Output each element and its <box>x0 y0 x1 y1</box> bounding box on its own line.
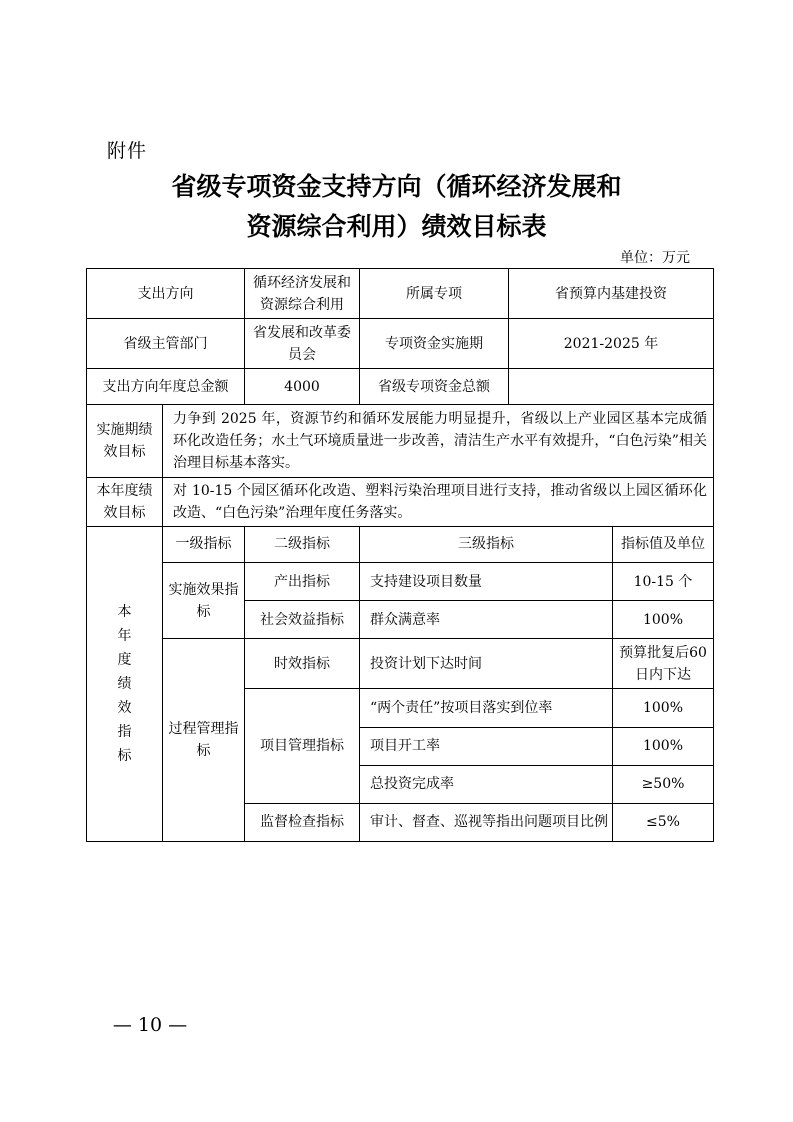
project-value1-cell: 100% <box>613 689 714 727</box>
header-level1: 一级指标 <box>163 526 245 562</box>
indicators-label-cell <box>87 526 163 841</box>
period-label-cell: 专项资金实施期 <box>360 319 509 369</box>
document-title-line2: 资源综合利用）绩效目标表 <box>246 212 547 241</box>
header-value: 指标值及单位 <box>613 526 714 562</box>
special-label-cell: 所属专项 <box>360 269 509 319</box>
social-item-cell: 群众满意率 <box>360 601 613 639</box>
project-item2-cell: 项目开工率 <box>360 727 613 765</box>
direction-value-cell: 循环经济发展和资源综合利用 <box>245 269 360 319</box>
table-row <box>87 639 714 689</box>
dept-label-cell: 省级主管部门 <box>87 319 245 369</box>
table-row <box>87 369 714 405</box>
supervise-value-cell: ≤5% <box>613 803 714 841</box>
level1-effect-cell: 实施效果指标 <box>163 563 245 639</box>
performance-target-table <box>86 268 714 842</box>
timeliness-value-cell: 预算批复后60 日内下达 <box>613 639 714 689</box>
table-row <box>87 319 714 369</box>
output-item-cell: 支持建设项目数量 <box>360 563 613 601</box>
dept-value-cell: 省发展和改革委员会 <box>245 319 360 369</box>
project-value3-cell: ≥50% <box>613 765 714 803</box>
output-label-cell: 产出指标 <box>245 563 360 601</box>
project-value2-cell: 100% <box>613 727 714 765</box>
timeliness-item-cell: 投资计划下达时间 <box>360 639 613 689</box>
annual-total-value-cell: 4000 <box>245 369 360 405</box>
project-label-cell: 项目管理指标 <box>245 689 360 803</box>
unit-label: 单位：万元 <box>620 250 690 266</box>
period-goal-text-cell: 力争到 2025 年，资源节约和循环发展能力明显提升，省级以上产业园区基本完成循环化改造任务；水土气环境质量进一步改善，清洁生产水平有效提升，“白色污染”相关治理目标基本落实。 <box>163 405 714 477</box>
direction-label-cell: 支出方向 <box>87 269 245 319</box>
table-row <box>87 563 714 601</box>
header-level3: 三级指标 <box>360 526 613 562</box>
social-label-cell: 社会效益指标 <box>245 601 360 639</box>
output-value-cell: 10-15 个 <box>613 563 714 601</box>
table-row <box>87 477 714 526</box>
year-goal-text-cell: 对 10-15 个园区循环化改造、塑料污染治理项目进行支持，推动省级以上园区循环化改造、“白色污染”治理年度任务落实。 <box>163 477 714 526</box>
social-value-cell: 100% <box>613 601 714 639</box>
level1-process-cell: 过程管理指标 <box>163 639 245 842</box>
timeliness-label-cell: 时效指标 <box>245 639 360 689</box>
table-row <box>87 269 714 319</box>
table-row <box>87 405 714 477</box>
period-goal-label-cell: 实施期绩效目标 <box>87 405 163 477</box>
indicators-label: 本年度绩效指标 <box>117 603 132 764</box>
attachment-label: 附件 <box>107 140 148 162</box>
special-total-value-cell <box>509 369 714 405</box>
annual-total-label-cell: 支出方向年度总金额 <box>87 369 245 405</box>
year-goal-label-cell: 本年度绩效目标 <box>87 477 163 526</box>
table-row <box>87 526 714 562</box>
supervise-item-cell: 审计、督查、巡视等指出问题项目比例 <box>360 803 613 841</box>
period-value-cell: 2021-2025 年 <box>509 319 714 369</box>
special-total-label-cell: 省级专项资金总额 <box>360 369 509 405</box>
header-level2: 二级指标 <box>245 526 360 562</box>
page-number: — 10 — <box>112 1014 188 1036</box>
supervise-label-cell: 监督检查指标 <box>245 803 360 841</box>
project-item1-cell: “两个责任”按项目落实到位率 <box>360 689 613 727</box>
project-item3-cell: 总投资完成率 <box>360 765 613 803</box>
document-title-line1: 省级专项资金支持方向（循环经济发展和 <box>171 172 622 201</box>
special-value-cell: 省预算内基建投资 <box>509 269 714 319</box>
